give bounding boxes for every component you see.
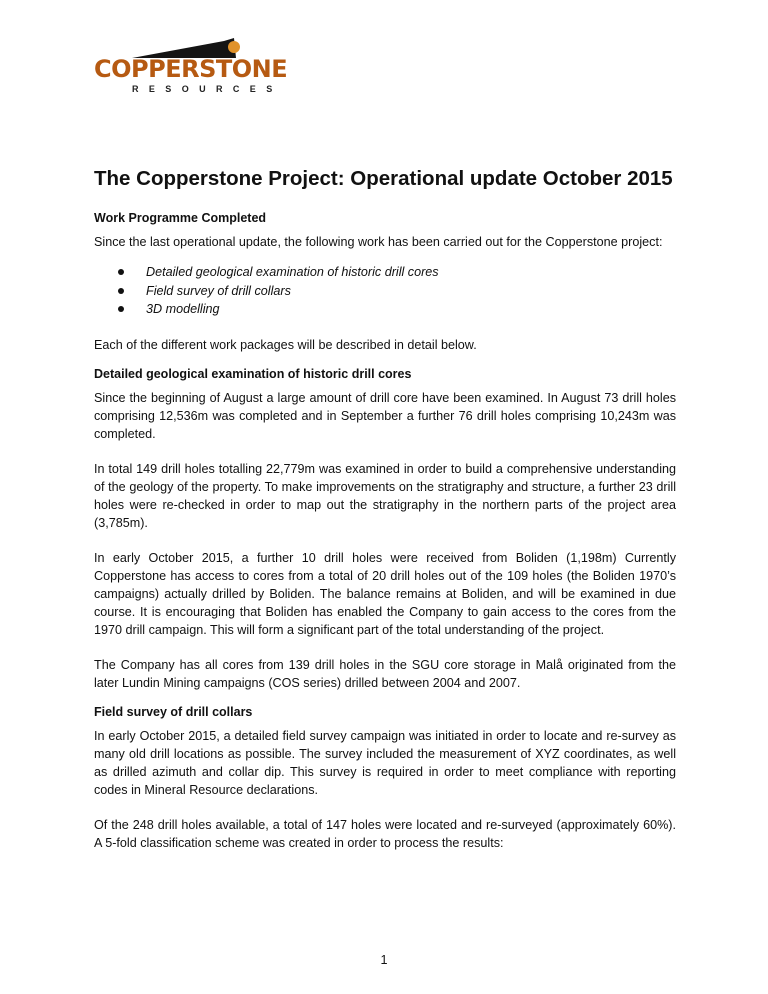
bullet-icon — [118, 306, 124, 312]
drill-cores-paragraph: In early October 2015, a further 10 drill holes were received from Boliden (1,198m) Currently Copperstone has access to cores from a total of 20 drill holes out of the 109 holes (the Boliden 1970’s campaigns) actually drilled by Boliden. The balance remains at Boliden, and will be examined in due course. It is encouraging that Boliden has enabled the Company to gain access to the cores from the 1970 drill campaign. This will form a significant part of the total understanding of the project. — [94, 550, 676, 637]
drill-cores-paragraph: The Company has all cores from 139 drill holes in the SGU core storage in Malå originated from the later Lundin Mining campaigns (COS series) drilled between 2004 and 2007. — [94, 657, 676, 690]
list-item-text: Field survey of drill collars — [146, 283, 291, 298]
list-item-text: Detailed geological examination of historic drill cores — [146, 265, 439, 279]
list-item — [94, 282, 676, 301]
section-heading-field-survey: Field survey of drill collars — [94, 704, 253, 719]
work-programme-intro: Since the last operational update, the following work has been carried out for the Copperstone project: — [94, 235, 663, 249]
bullet-icon — [118, 269, 124, 275]
document-title: The Copperstone Project: Operational update October 2015 — [94, 167, 673, 190]
company-logo — [94, 38, 294, 94]
logo-tagline: RESOURCES — [132, 84, 283, 94]
bullet-icon — [118, 288, 124, 294]
page-number: 1 — [380, 953, 388, 967]
field-survey-paragraph: Of the 248 drill holes available, a total of 147 holes were located and re-surveyed (approximately 60%). A 5-fold classification scheme was created in order to process the results: — [94, 817, 676, 850]
section-heading-work-programme: Work Programme Completed — [94, 211, 267, 225]
drill-cores-paragraph: In total 149 drill holes totalling 22,779m was examined in order to build a comprehensive understanding of the geology of the property. To make improvements on the stratigraphy and structure, a further 23 drill holes were re-checked in order to map out the stratigraphy in the northern parts of the project area (3,785m). — [94, 461, 676, 530]
section-heading-drill-cores: Detailed geological examination of historic drill cores — [94, 366, 412, 381]
work-packages-list — [94, 263, 676, 319]
list-item-text: 3D modelling — [146, 302, 220, 316]
list-item — [94, 300, 676, 319]
field-survey-paragraph: In early October 2015, a detailed field survey campaign was initiated in order to locate and re-survey as many old drill locations as possible. The survey included the measurement of XYZ coordinates, as well as drilled azimuth and collar dip. This survey is required in order to meet compliance with reporting codes in Mineral Resource declarations. — [94, 728, 676, 797]
logo-wordmark: COPPERSTONE — [94, 55, 288, 83]
list-item — [94, 263, 676, 282]
drill-cores-paragraph: Since the beginning of August a large amount of drill core have been examined. In August 73 drill holes comprising 12,536m was completed and in September a further 76 drill holes comprising 10,243m was completed. — [94, 390, 676, 441]
document-body — [94, 166, 676, 869]
work-programme-outro: Each of the different work packages will be described in detail below. — [94, 337, 477, 352]
